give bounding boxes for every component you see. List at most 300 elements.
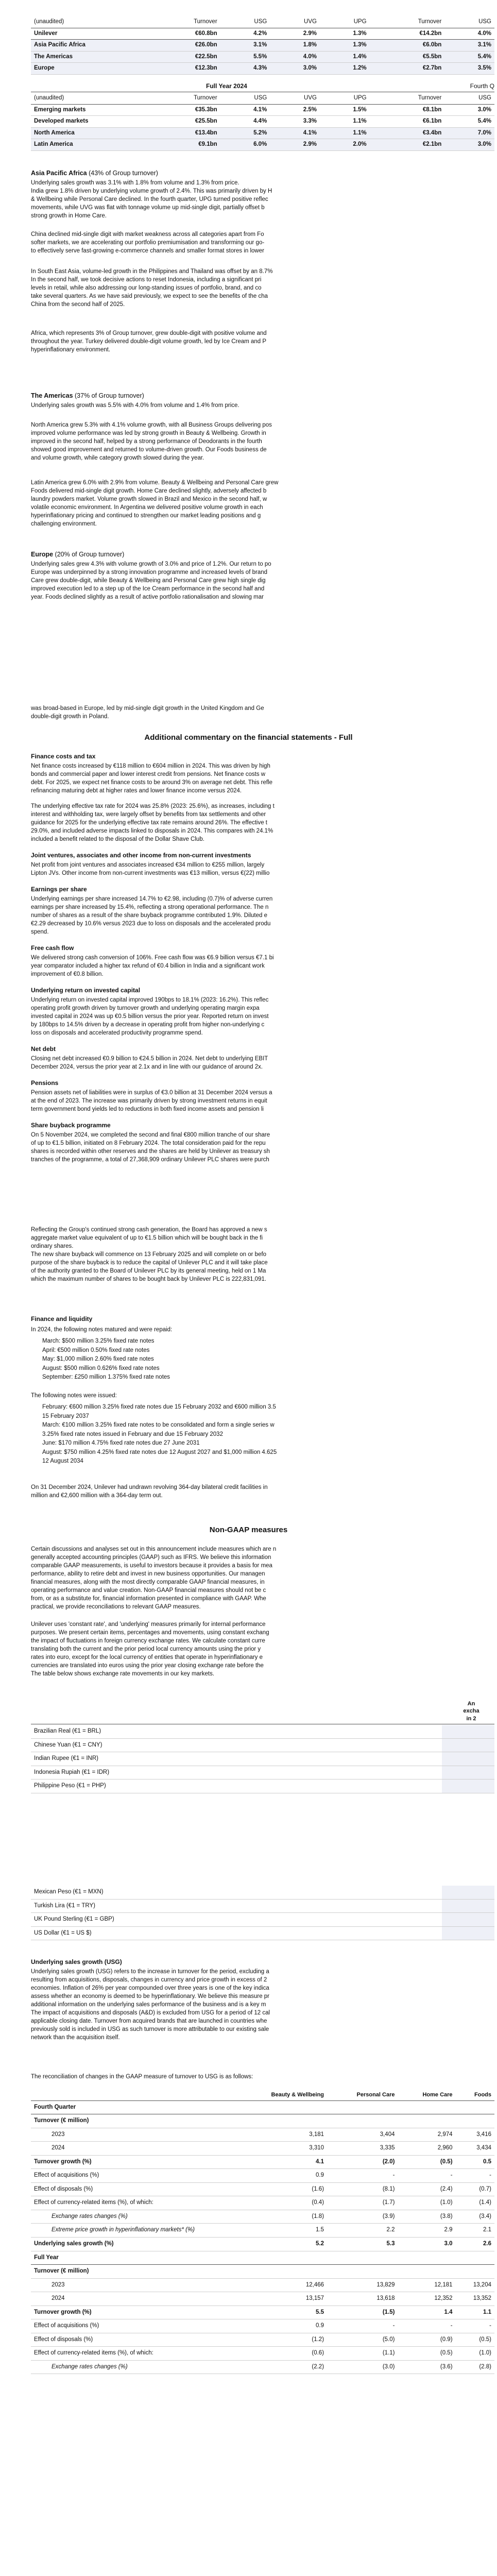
table-row [31, 2347, 494, 2361]
cell-value: 7.0% [444, 127, 494, 139]
col-header: UVG [270, 93, 320, 104]
cell-value: (2.8) [456, 2360, 494, 2374]
text-line: strong growth in Home Care. [31, 213, 107, 219]
text-line: hyperinflationary pricing and continued to strengthen our market leading positions and g [31, 513, 261, 519]
text-line: In South East Asia, volume-led growth in the Philippines and Thailand was offset by an 8.7% [31, 268, 273, 275]
fx-header-line: An [467, 1701, 475, 1707]
row-label: 2023 [31, 2128, 233, 2142]
cell-value: (2.4) [398, 2182, 456, 2196]
cell-value: €12.3bn [145, 63, 220, 75]
text-line: from, or as a substitute for, financial information presented in compliance with GAAP. Whe [31, 1596, 266, 1602]
text-line: 29.0%, and included adverse impacts linked to disposals in 2024. This compares with 24.1% [31, 828, 273, 834]
cell-value: (1.0) [456, 2347, 494, 2361]
usg-heading: Underlying sales growth (USG) [31, 1958, 122, 1965]
text-line: improvement of €0.8 billion. [31, 971, 104, 977]
cell-value: 13,204 [456, 2278, 494, 2292]
table-row [31, 127, 494, 139]
cell-value: 3,416 [456, 2128, 494, 2142]
rate-cell [442, 1913, 494, 1927]
cell-value: 2,974 [398, 2128, 456, 2142]
cell-value: (1.4) [456, 2196, 494, 2210]
currency-label: US Dollar (€1 = US $) [31, 1926, 442, 1940]
list-item: • 3.25% fixed rate notes issued in February and due 15 February 2032 [42, 1431, 495, 1439]
cell-value: (0.5) [398, 2347, 456, 2361]
table-row [31, 2128, 494, 2142]
cell-value: 1.5 [233, 2224, 327, 2238]
table-row [31, 2196, 494, 2210]
currency-label: Philippine Peso (€1 = PHP) [31, 1780, 442, 1793]
text-line: hyperinflationary environment. [31, 347, 111, 353]
list-item: • August: $750 million 4.25% fixed rate notes due 12 August 2027 and $1,000 million 4.625 [42, 1449, 495, 1457]
table-row [31, 1752, 494, 1766]
full-year-label: Full Year 2024 [206, 82, 247, 90]
table-row [31, 2142, 494, 2156]
row-label: Latin America [31, 139, 145, 151]
cell-value: 1.4 [398, 2306, 456, 2319]
europe-heading [31, 550, 124, 559]
row-label: Turnover growth (%) [31, 2155, 233, 2169]
table-row [31, 1766, 494, 1780]
fx-rates-table [31, 1725, 494, 1793]
cell-value: 1.8% [270, 40, 320, 52]
row-label: The Americas [31, 51, 145, 63]
cell-value: 3,335 [327, 2142, 398, 2156]
row-label: Turnover growth (%) [31, 2306, 233, 2319]
text-line: €2.29 decreased by 10.6% versus 2023 due to loss on disposals and the accelerated produ [31, 921, 271, 927]
row-label: Effect of disposals (%) [31, 2333, 233, 2347]
cell-value: 1.1 [456, 2306, 494, 2319]
text-line: Unilever uses 'constant rate', and 'underlying' measures primarily for internal performance [31, 1621, 266, 1628]
list-item: • May: $1,000 million 2.60% fixed rate notes [42, 1355, 495, 1364]
cell-value: 0.5 [456, 2155, 494, 2169]
col-header: Personal Care [327, 2090, 398, 2100]
section-heading: Free cash flow [31, 944, 74, 952]
currency-label: Indonesia Rupiah (€1 = IDR) [31, 1766, 442, 1780]
fourth-quarter-label: Fourth Q [470, 82, 494, 90]
table-row [31, 104, 494, 116]
cell-value: 4.0% [270, 51, 320, 63]
text-line: Net finance costs increased by €118 million to €604 million in 2024. This was driven by high [31, 763, 270, 769]
text-line: included a benefit related to the disposal of the Dollar Shave Club. [31, 836, 204, 842]
issued-intro: The following notes were issued: [31, 1393, 117, 1399]
matured-intro: In 2024, the following notes matured and were repaid: [31, 1327, 173, 1333]
cell-value: - [327, 2319, 398, 2333]
section-heading: Joint ventures, associates and other income from non-current investments [31, 852, 251, 859]
row-label: Emerging markets [31, 104, 145, 116]
cell-value: 3,404 [327, 2128, 398, 2142]
cell-value: 1.1% [320, 127, 370, 139]
cell-value: 4.1 [233, 2155, 327, 2169]
fx-header-line: in 2 [466, 1715, 476, 1722]
section-heading: Underlying return on invested capital [31, 987, 141, 994]
cell-value: 13,157 [233, 2292, 327, 2306]
text-line: showed good improvement and returned to volume-driven growth. Our Foods business de [31, 447, 267, 453]
text-line: rates into euro, except for the local currency of entities that operate in hyperinflationary e [31, 1654, 263, 1660]
row-label: Unilever [31, 28, 145, 40]
table-header-row [31, 16, 494, 28]
text-line: improved execution led to a step up of the Ice Cream performance in the second half and [31, 586, 265, 592]
text-line: purpose of the share buyback is to reduce the capital of Unilever PLC and it will take place [31, 1260, 268, 1266]
cell-value: (1.6) [233, 2182, 327, 2196]
row-label: Developed markets [31, 116, 145, 128]
text-line: shares is recorded within other reserves and the shares are held by Unilever as treasury sh [31, 1148, 270, 1155]
text-line: comparable GAAP measurements, is useful to investors because it provides a basis for mea [31, 1563, 272, 1569]
text-line: year. Foods declined slightly as a result of active portfolio rationalisation and slowing mar [31, 594, 264, 600]
cell-value: 13,618 [327, 2292, 398, 2306]
cell-value: 4.4% [220, 116, 270, 128]
text-line: bonds and commercial paper and lower interest credit from pensions. Net finance costs w [31, 771, 266, 777]
table-row [31, 2114, 494, 2128]
cell-value: - [398, 2319, 456, 2333]
row-label: Effect of disposals (%) [31, 2182, 233, 2196]
text-line: Underlying sales growth (USG) refers to the increase in turnover for the period, excluding a [31, 1969, 269, 1975]
row-label: Extreme price growth in hyperinflationary markets* (%) [31, 2224, 233, 2238]
currency-label: Chinese Yuan (€1 = CNY) [31, 1738, 442, 1752]
cell-value: 1.5% [320, 104, 370, 116]
row-label: Effect of acquisitions (%) [31, 2319, 233, 2333]
cell-value: 5.4% [444, 116, 494, 128]
col-header: Turnover [370, 93, 445, 104]
text-line: improved in the second half, helped by a strong performance of Deodorants in the fourth [31, 438, 262, 445]
fx-header-line: excha [463, 1708, 479, 1715]
americas-summary: Underlying sales growth was 5.5% with 4.0% from volume and 1.4% from price. [31, 402, 239, 409]
col-header: Turnover [145, 93, 220, 104]
table-row [31, 2333, 494, 2347]
cell-value: 1.3% [320, 28, 370, 40]
list-item: • March: $500 million 3.25% fixed rate notes [42, 1337, 495, 1346]
cell-value: (1.5) [327, 2306, 398, 2319]
text-line: previously sold is included in USG as such turnover is more attributable to our existing sale [31, 2026, 269, 2032]
cell-value: 2.9 [398, 2224, 456, 2238]
text-line: earnings per share increased by 15.4%, reflecting a strong operational performance. The n [31, 904, 269, 910]
currency-label: Indian Rupee (€1 = INR) [31, 1752, 442, 1766]
table-row [31, 1725, 494, 1738]
list-item: • April: €500 million 0.50% fixed rate notes [42, 1347, 495, 1355]
text-line: was broad-based in Europe, led by mid-single digit growth in the United Kingdom and Ge [31, 705, 264, 711]
text-line: Underlying sales grew 4.3% with volume growth of 3.0% and price of 1.2%. Our return to po [31, 561, 271, 567]
text-line: network than the acquisition itself. [31, 2035, 120, 2041]
rate-cell [442, 1886, 494, 1899]
text-line: assess whether an economy is deemed to be hyperinflationary. We believe this measure pr [31, 1993, 270, 1999]
cell-value: €60.8bn [145, 28, 220, 40]
apa-title: Asia Pacific Africa [31, 170, 87, 177]
cell-value: 1.1% [320, 116, 370, 128]
cell-value: €2.7bn [370, 63, 445, 75]
americas-heading [31, 392, 144, 400]
row-label: 2024 [31, 2142, 233, 2156]
cell-value: 2,960 [398, 2142, 456, 2156]
row-label: 2024 [31, 2292, 233, 2306]
text-line: financial measures, along with the most directly comparable GAAP financial measures, in [31, 1579, 265, 1585]
cell-value: (3.6) [398, 2360, 456, 2374]
text-line: levels in retail, while also addressing our long-standing issues of portfolio, brand, and co [31, 285, 262, 291]
currency-label: UK Pound Sterling (€1 = GBP) [31, 1913, 442, 1927]
section-label: Fourth Quarter [31, 2100, 494, 2114]
cell-value: - [327, 2169, 398, 2183]
list-item: • September: £250 million 1.375% fixed rate notes [42, 1374, 495, 1382]
list-item: • March: €100 million 3.25% fixed rate notes to be consolidated and form a single series w [42, 1421, 495, 1430]
table-row [31, 2360, 494, 2374]
row-label: Effect of currency-related items (%), of which: [31, 2347, 233, 2361]
cell-value: - [398, 2169, 456, 2183]
table-row [31, 2319, 494, 2333]
row-label: Exchange rates changes (%) [31, 2210, 233, 2224]
text-line: to effectively serve fast-growing e-commerce channels and smaller format stores in lower [31, 248, 264, 254]
col-header: (unaudited) [31, 93, 145, 104]
cell-value: 2.5% [270, 104, 320, 116]
cell-value: (1.8) [233, 2210, 327, 2224]
cell-value: 1.4% [320, 51, 370, 63]
table-row [31, 2265, 494, 2279]
row-label: Exchange rates changes (%) [31, 2360, 233, 2374]
row-label: Asia Pacific Africa [31, 40, 145, 52]
col-header: Beauty & Wellbeing [233, 2090, 327, 2100]
cell-value: 2.0% [320, 139, 370, 151]
rate-cell [442, 1926, 494, 1940]
table-row [31, 2278, 494, 2292]
col-header: UPG [320, 93, 370, 104]
text-line: double-digit growth in Poland. [31, 714, 109, 720]
text-line: and volume growth, while category growth slowed during the year. [31, 455, 204, 461]
table-row [31, 63, 494, 75]
text-line: Net profit from joint ventures and associates increased €34 million to €255 million, largely [31, 862, 265, 868]
cell-value: (3.4) [456, 2210, 494, 2224]
table-row [31, 1899, 494, 1913]
europe-share: (20% of Group turnover) [53, 551, 125, 558]
apa-share: (43% of Group turnover) [87, 170, 158, 177]
col-header: USG [220, 93, 270, 104]
text-line: & Wellbeing while Personal Care declined. In the fourth quarter, UPG turned positive reflec [31, 196, 268, 202]
period-header [31, 80, 494, 92]
text-line: the impact of fluctuations in foreign currency exchange rates. We calculate constant curre [31, 1638, 265, 1644]
text-line: interest and withholding tax, were largely offset by benefits from tax settlements and other [31, 811, 266, 818]
text-line: China from the second half of 2025. [31, 301, 125, 308]
text-line: guidance for 2025 for the underlying effective tax rate remains around 26%. The effective t [31, 820, 268, 826]
cell-value: 5.5% [220, 51, 270, 63]
row-label: Turnover (€ million) [31, 2265, 494, 2279]
col-header [31, 2090, 233, 2100]
cell-value: 3,434 [456, 2142, 494, 2156]
text-line: Care grew double-digit, while Beauty & Wellbeing and Personal Care grew high single dig [31, 578, 266, 584]
text-line: Pension assets net of liabilities were in surplus of €3.0 billion at 31 December 2024 versus a [31, 1090, 272, 1096]
text-line: laundry powders market. Volume growth slowed in Brazil and Mexico in the second half, w [31, 496, 267, 502]
cell-value: €26.0bn [145, 40, 220, 52]
text-line: spend. [31, 929, 49, 935]
col-header: UPG [320, 16, 370, 28]
americas-title: The Americas [31, 392, 73, 399]
text-line: of up to €1.5 billion, initiated on 8 February 2024. The total consideration paid for the repu [31, 1140, 266, 1146]
cell-value: (1.0) [398, 2196, 456, 2210]
text-line: number of shares as a result of the share buyback programme contributed 1.9%. Diluted e [31, 912, 267, 919]
row-label: Underlying sales growth (%) [31, 2238, 233, 2251]
fx-rates-table-continued [31, 1886, 494, 1940]
text-line: Foods delivered mid-single digit growth. Home Care declined slightly, adversely affected b [31, 488, 267, 494]
cell-value: (0.5) [456, 2333, 494, 2347]
text-line: Closing net debt increased €0.9 billion to €24.5 billion in 2024. Net debt to underlying EBIT [31, 1056, 268, 1062]
col-header: USG [444, 16, 494, 28]
cell-value: 4.1% [220, 104, 270, 116]
col-header: USG [444, 93, 494, 104]
apa-heading [31, 169, 158, 178]
table-row [31, 1926, 494, 1940]
cell-value: €6.1bn [370, 116, 445, 128]
text-line: which the maximum number of shares to be bought back by Unilever PLC is 222,831,091. [31, 1276, 267, 1282]
cell-value: 5.2% [220, 127, 270, 139]
cell-value: 6.0% [220, 139, 270, 151]
cell-value: 1.2% [320, 63, 370, 75]
cell-value: 3.0% [444, 139, 494, 151]
cell-value: 5.4% [444, 51, 494, 63]
row-label: Effect of acquisitions (%) [31, 2169, 233, 2183]
text-line: On 5 November 2024, we completed the second and final €800 million tranche of our share [31, 1132, 270, 1138]
row-label: Turnover (€ million) [31, 2114, 494, 2128]
cell-value: 12,181 [398, 2278, 456, 2292]
text-line: softer markets, we are accelerating our portfolio premiumisation and transforming our go- [31, 240, 265, 246]
cell-value: €6.0bn [370, 40, 445, 52]
cell-value: 3.0 [398, 2238, 456, 2251]
text-line: On 31 December 2024, Unilever had undrawn revolving 364-day bilateral credit facilities in [31, 1484, 268, 1490]
table-row [31, 116, 494, 128]
cell-value: (3.8) [398, 2210, 456, 2224]
markets-summary-table [31, 93, 494, 151]
usg-reconciliation-table [31, 2090, 494, 2374]
commentary-heading: Additional commentary on the financial statements - Full [144, 733, 353, 742]
table-row [31, 51, 494, 63]
cell-value: €2.1bn [370, 139, 445, 151]
table-header-row [31, 2090, 494, 2100]
cell-value: 5.5 [233, 2306, 327, 2319]
text-line: loss on disposals and accelerated productivity programme spend. [31, 1030, 203, 1036]
section-heading: Finance costs and tax [31, 753, 96, 760]
text-line: China declined mid-single digit with market weakness across all categories apart from Fo [31, 231, 264, 238]
table-row [31, 2224, 494, 2238]
cell-value: 4.3% [220, 63, 270, 75]
cell-value: 4.1% [270, 127, 320, 139]
cell-value: 12,466 [233, 2278, 327, 2292]
table-section-row [31, 2100, 494, 2114]
table-row [31, 1738, 494, 1752]
cell-value: €25.5bn [145, 116, 220, 128]
text-line: debt. For 2025, we expect net finance costs to be around 3% on average net debt. This refle [31, 779, 273, 786]
col-header: Home Care [398, 2090, 456, 2100]
text-line: year comparator included a higher tax refund of €0.4 billion in India and a significant work [31, 963, 265, 969]
text-line: Certain discussions and analyses set out in this announcement include measures which are n [31, 1546, 277, 1552]
cell-value: 2.9% [270, 139, 320, 151]
table-row [31, 1780, 494, 1793]
rate-cell [442, 1899, 494, 1913]
text-line: additional information on the underlying sales performance of the business and is a key m [31, 2002, 266, 2008]
matured-notes-list [31, 1337, 495, 1383]
cell-value: 3.1% [444, 40, 494, 52]
cell-value: €13.4bn [145, 127, 220, 139]
cell-value: 2.9% [270, 28, 320, 40]
text-line: In the second half, we took decisive actions to reset Indonesia, including a significant pri [31, 277, 262, 283]
cell-value: 2.2 [327, 2224, 398, 2238]
text-line: movements, while UVG was flat with tonnage volume up mid-single digit, partially offset b [31, 205, 265, 211]
text-line: ordinary shares. [31, 1243, 74, 1249]
cell-value: - [456, 2169, 494, 2183]
table-row [31, 2306, 494, 2319]
list-item: • 12 August 2034 [42, 1458, 495, 1466]
text-line: at the end of 2023. The increase was primarily driven by strong investment returns in equit [31, 1098, 267, 1104]
list-item: • 15 February 2037 [42, 1413, 495, 1421]
cell-value: 2.6 [456, 2238, 494, 2251]
text-line: term government bond yields led to reductions in both fixed income assets and pension li [31, 1106, 264, 1112]
text-line: North America grew 5.3% with 4.1% volume growth, with all Business Groups delivering pos [31, 422, 272, 428]
cell-value: (3.9) [327, 2210, 398, 2224]
text-line: Reflecting the Group's continued strong cash generation, the Board has approved a new s [31, 1227, 267, 1233]
text-line: currencies are translated into euros using the prior year closing exchange rate before the [31, 1663, 264, 1669]
cell-value: 13,829 [327, 2278, 398, 2292]
cell-value: €3.4bn [370, 127, 445, 139]
table-row [31, 2210, 494, 2224]
col-header: USG [220, 16, 270, 28]
cell-value: (5.0) [327, 2333, 398, 2347]
section-heading: Net debt [31, 1045, 56, 1053]
cell-value: 3.1% [220, 40, 270, 52]
table-row [31, 1886, 494, 1899]
text-line: volatile economic environment. In Argentina we delivered positive volume growth in each [31, 504, 263, 511]
text-line: performance, ability to retire debt and invest in new business opportunities. Our managen [31, 1571, 265, 1577]
cell-value: (1.7) [327, 2196, 398, 2210]
section-label: Full Year [31, 2251, 494, 2265]
text-line: resulting from acquisitions, disposals, changes in currency and price growth in excess of 2 [31, 1977, 267, 1983]
cell-value: (0.9) [398, 2333, 456, 2347]
list-item: • June: $170 million 4.75% fixed rate notes due 27 June 2031 [42, 1439, 495, 1448]
cell-value: (3.0) [327, 2360, 398, 2374]
cell-value: €14.2bn [370, 28, 445, 40]
table-row [31, 1913, 494, 1927]
cell-value: (0.7) [456, 2182, 494, 2196]
text-line: Europe was underpinned by a strong innovation programme and increased levels of brand [31, 569, 268, 575]
text-line: of the authority granted to the Board of Unilever PLC by its general meeting, held on 1 Ma [31, 1268, 266, 1274]
text-line: Underlying sales growth was 3.1% with 1.8% from volume and 1.3% from price. [31, 180, 239, 186]
non-gaap-heading: Non-GAAP measures [209, 1526, 288, 1534]
text-line: operating profit growth driven by turnover growth and underlying operating margin expa [31, 1005, 260, 1011]
cell-value: (0.4) [233, 2196, 327, 2210]
table-row [31, 2155, 494, 2169]
rate-cell [442, 1725, 494, 1738]
text-line: Africa, which represents 3% of Group turnover, grew double-digit with positive volume and [31, 330, 267, 336]
cell-value: 12,352 [398, 2292, 456, 2306]
cell-value: 3.3% [270, 116, 320, 128]
text-line: The underlying effective tax rate for 2024 was 25.8% (2023: 25.6%), as increases, including t [31, 803, 275, 809]
text-line: tranches of the programme, a total of 27,368,909 ordinary Unilever PLC shares were purch [31, 1157, 269, 1163]
col-header: Foods [456, 2090, 494, 2100]
cell-value: 1.3% [320, 40, 370, 52]
col-header: Turnover [370, 16, 445, 28]
text-line: India grew 1.8% driven by underlying volume growth of 2.4%. This was primarily driven by H [31, 188, 272, 194]
table-row [31, 2182, 494, 2196]
cell-value: 5.3 [327, 2238, 398, 2251]
text-line: aggregate market value equivalent of up to €1.5 billion which will be bought back in the fi [31, 1235, 263, 1241]
text-line: translating both the current and the prior period local currency amounts using the prior y [31, 1646, 261, 1652]
regional-summary-table [31, 16, 494, 75]
text-line: purposes. We present certain items, percentages and movements, using constant exchang [31, 1630, 269, 1636]
rate-cell [442, 1738, 494, 1752]
text-line: The new share buyback will commence on 13 February 2025 and will complete on or befo [31, 1251, 267, 1258]
cell-value: - [456, 2319, 494, 2333]
cell-value: 3.5% [444, 63, 494, 75]
row-label: North America [31, 127, 145, 139]
recon-intro: The reconciliation of changes in the GAAP measure of turnover to USG is as follows: [31, 2074, 253, 2080]
text-line: improved volume performance was led by strong growth in Beauty & Wellbeing. Growth in [31, 430, 266, 436]
table-row [31, 2169, 494, 2183]
cell-value: 3.0% [444, 104, 494, 116]
text-line: take several quarters. As we have said previously, we expect to see the benefits of the cha [31, 293, 268, 299]
finance-liquidity-heading: Finance and liquidity [31, 1315, 93, 1323]
text-line: December 2024, versus the prior year at 2.1x and in line with our guidance of around 2x. [31, 1064, 263, 1070]
